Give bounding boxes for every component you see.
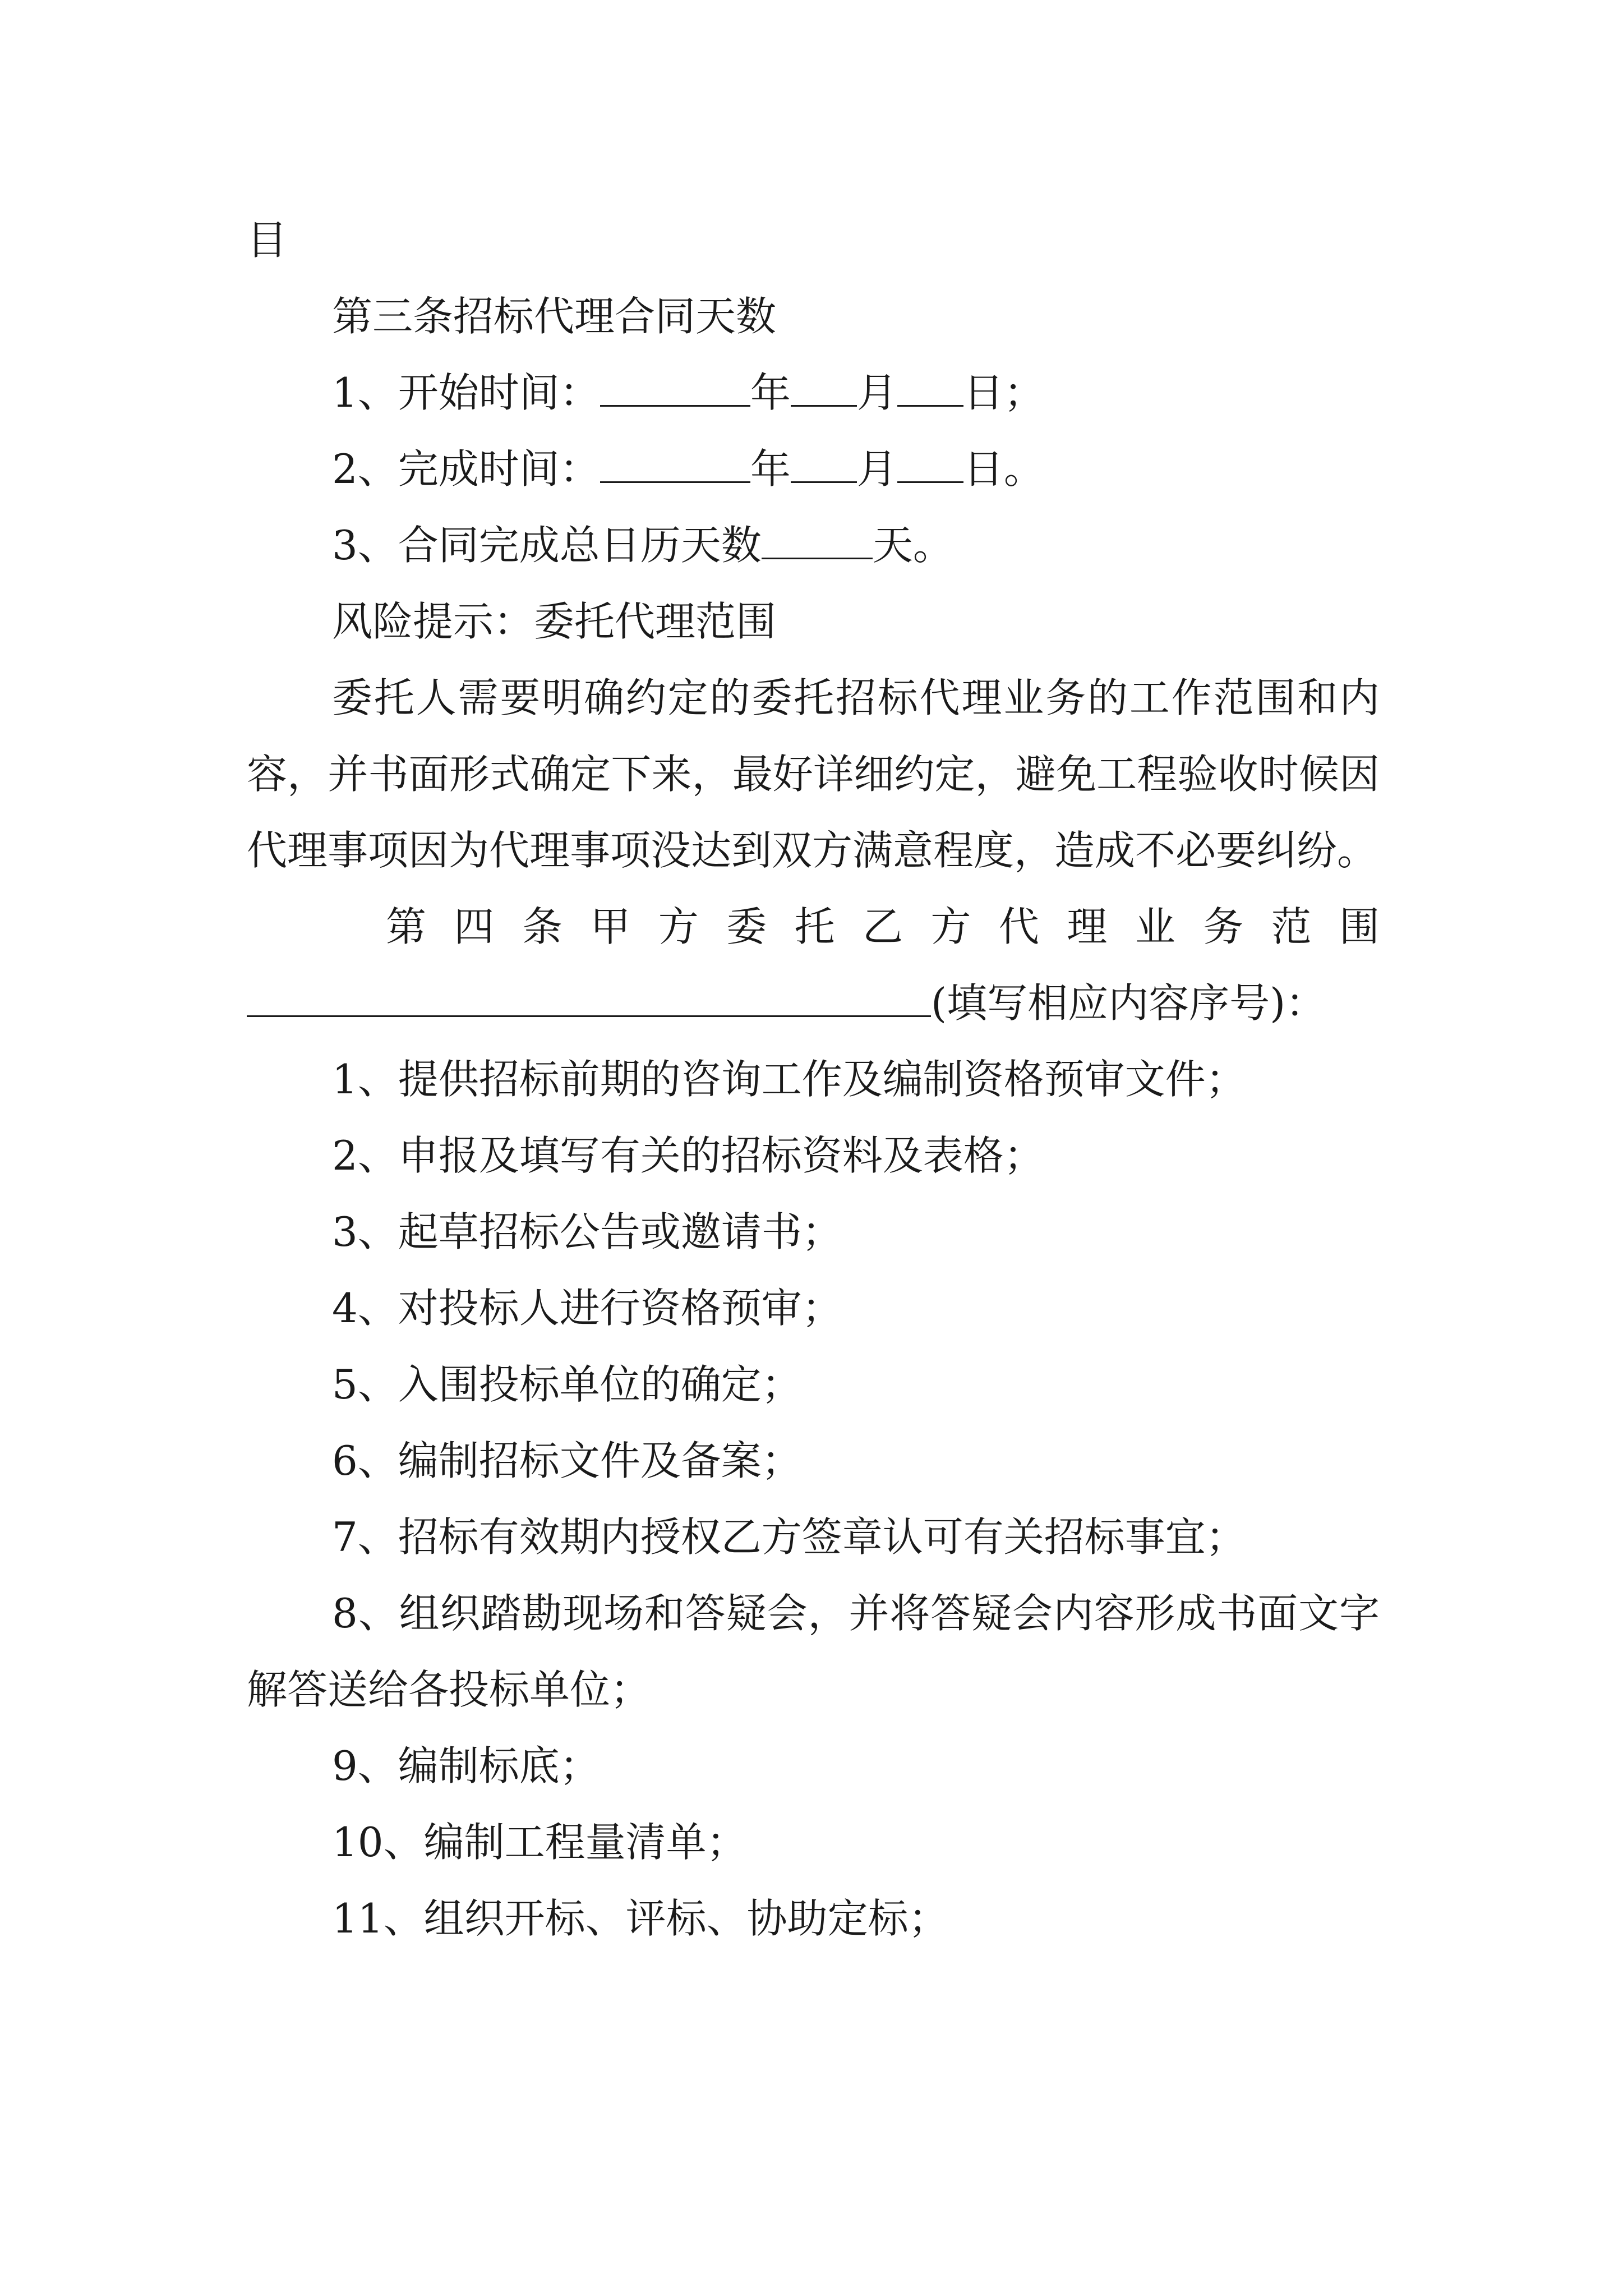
- risk-title: 风险提示：委托代理范围: [332, 598, 777, 645]
- start-month-blank[interactable]: [791, 369, 857, 407]
- finish-year-blank[interactable]: [600, 445, 750, 483]
- list-item: 9、编制标底；: [332, 1742, 600, 1789]
- list-item: 1、提供招标前期的咨询工作及编制资格预审文件；: [332, 1056, 1246, 1103]
- total-days-blank[interactable]: [762, 522, 873, 559]
- finish-time-line: [247, 431, 1380, 507]
- article-4-title: 第四条甲方委托乙方代理业务范围: [386, 903, 1380, 950]
- article-3-title: 第三条招标代理合同天数: [332, 293, 777, 340]
- start-day-suffix: 日；: [963, 369, 1044, 416]
- list-item: 10、编制工程量清单；: [332, 1819, 747, 1866]
- article-4-blank[interactable]: [247, 979, 931, 1017]
- article-4-fill-note: (填写相应内容序号)：: [931, 979, 1326, 1027]
- start-time-line: [247, 355, 1380, 431]
- start-year-suffix: 年: [750, 369, 791, 416]
- start-year-blank[interactable]: [600, 369, 750, 407]
- article-4-fill-line: [247, 965, 1380, 1041]
- list-item: 6、编制招标文件及备案；: [332, 1437, 802, 1484]
- start-time-label: 1、开始时间：: [332, 369, 600, 416]
- total-days-line: [247, 507, 1380, 583]
- finish-year-suffix: 年: [750, 445, 791, 493]
- list-item: 8、组织踏勘现场和答疑会，并将答疑会内容形成书面文字解答送给各投标单位；: [247, 1590, 1380, 1713]
- start-day-blank[interactable]: [897, 369, 963, 407]
- finish-day-blank[interactable]: [897, 445, 963, 483]
- list-item: 2、申报及填写有关的招标资料及表格；: [332, 1132, 1044, 1179]
- document-body: [247, 202, 1380, 1957]
- list-item: 4、对投标人进行资格预审；: [332, 1285, 842, 1332]
- total-days-suffix: 天。: [872, 522, 953, 569]
- finish-time-label: 2、完成时间：: [332, 445, 600, 493]
- total-days-label: 3、合同完成总日历天数: [332, 522, 762, 569]
- finish-month-blank[interactable]: [791, 445, 857, 483]
- list-item: 5、入围投标单位的确定；: [332, 1361, 802, 1408]
- finish-month-suffix: 月: [856, 445, 897, 493]
- finish-day-suffix: 日。: [963, 445, 1044, 493]
- list-item: 11、组织开标、评标、协助定标；: [332, 1895, 949, 1942]
- start-month-suffix: 月: [856, 369, 897, 416]
- list-item: 7、招标有效期内授权乙方签章认可有关招标事宜；: [332, 1513, 1246, 1561]
- risk-paragraph: 委托人需要明确约定的委托招标代理业务的工作范围和内容，并书面形式确定下来，最好详细约定，避免工程验收时候因代理事项因为代理事项没达到双方满意程度，造成不必要纠纷。: [247, 674, 1380, 874]
- list-item: 3、起草招标公告或邀请书；: [332, 1208, 842, 1255]
- continued-text: 目: [247, 217, 288, 264]
